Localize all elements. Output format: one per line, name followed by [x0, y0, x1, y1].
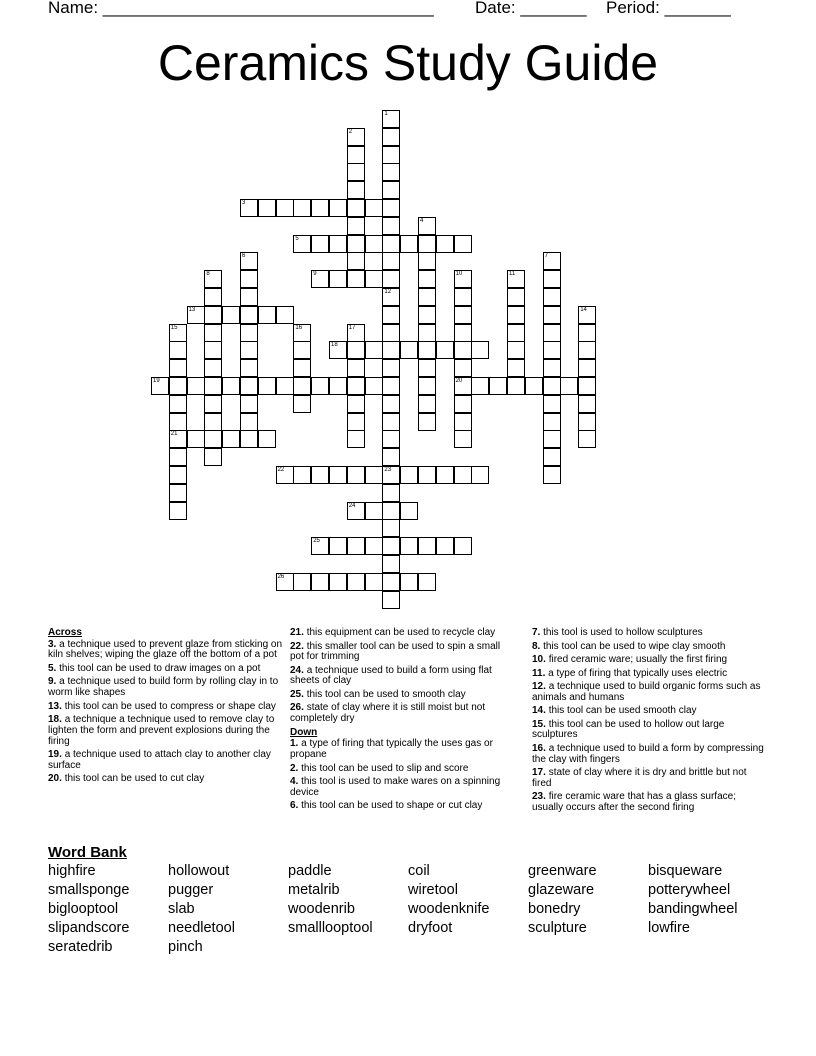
grid-cell[interactable]	[204, 377, 222, 395]
clue-down: 12. a technique used to build organic forms such as animals and humans	[532, 681, 761, 703]
grid-cell[interactable]	[382, 555, 400, 573]
grid-cell[interactable]	[400, 537, 418, 555]
grid-cell[interactable]	[454, 341, 472, 359]
grid-cell[interactable]	[418, 252, 436, 270]
grid-cell[interactable]	[400, 466, 418, 484]
grid-cell[interactable]	[329, 199, 347, 217]
grid-cell[interactable]	[382, 573, 400, 591]
grid-cell[interactable]	[240, 341, 258, 359]
grid-cell[interactable]	[365, 573, 383, 591]
grid-cell[interactable]	[418, 341, 436, 359]
grid-cell[interactable]	[329, 377, 347, 395]
grid-cell[interactable]	[507, 270, 525, 288]
grid-cell[interactable]	[418, 359, 436, 377]
grid-cell[interactable]	[382, 252, 400, 270]
grid-cell[interactable]	[382, 324, 400, 342]
grid-cell[interactable]	[329, 235, 347, 253]
grid-number: 1	[384, 111, 388, 117]
clue-down: 1. a type of firing that typically the uses gas or propane	[290, 738, 493, 761]
grid-cell[interactable]	[418, 466, 436, 484]
word-bank-item: biglooptool	[48, 901, 119, 917]
grid-cell[interactable]	[347, 359, 365, 377]
grid-cell[interactable]	[169, 377, 187, 395]
word-bank-item: greenware	[528, 863, 597, 879]
grid-cell[interactable]	[578, 413, 596, 431]
grid-cell[interactable]	[187, 430, 205, 448]
grid-cell[interactable]	[222, 306, 240, 324]
grid-cell[interactable]	[365, 341, 383, 359]
grid-cell[interactable]	[258, 199, 276, 217]
grid-cell[interactable]	[329, 341, 347, 359]
grid-cell[interactable]	[311, 466, 329, 484]
grid-cell[interactable]	[240, 395, 258, 413]
grid-number: 12	[384, 289, 392, 295]
grid-cell[interactable]	[454, 430, 472, 448]
grid-cell[interactable]	[204, 270, 222, 288]
grid-cell[interactable]	[578, 306, 596, 324]
grid-cell[interactable]	[240, 270, 258, 288]
grid-number: 20	[455, 378, 463, 384]
grid-number: 25	[313, 538, 320, 545]
word-bank-item: smalllooptool	[288, 920, 373, 936]
grid-cell[interactable]	[382, 341, 400, 359]
clue-across: 19. a technique used to attach clay to another clay surface	[48, 749, 271, 771]
word-bank-item: pinch	[168, 939, 203, 955]
grid-cell[interactable]	[365, 466, 383, 484]
grid-cell[interactable]	[169, 448, 187, 466]
grid-cell[interactable]	[311, 573, 329, 591]
clue-across: 21. this equipment can be used to recycle clay	[290, 627, 496, 638]
clue-down: 11. a type of firing that typically uses electric	[532, 667, 728, 679]
grid-cell[interactable]	[543, 377, 561, 395]
grid-number: 10	[455, 271, 463, 278]
grid-number: 23	[384, 467, 392, 473]
grid-cell[interactable]	[471, 341, 489, 359]
grid-number: 14	[580, 306, 587, 313]
date-field[interactable]: Date: _______	[475, 0, 587, 17]
grid-cell[interactable]	[382, 217, 400, 235]
grid-cell[interactable]	[347, 537, 365, 555]
grid-cell[interactable]	[204, 324, 222, 342]
grid-cell[interactable]	[204, 288, 222, 306]
grid-number: 21	[170, 431, 178, 438]
grid-cell[interactable]	[240, 199, 258, 217]
grid-cell[interactable]	[151, 377, 169, 395]
grid-cell[interactable]	[382, 146, 400, 164]
word-bank-item: woodenrib	[288, 901, 355, 917]
grid-cell[interactable]	[347, 573, 365, 591]
grid-cell[interactable]	[578, 359, 596, 377]
clue-across: 18. a technique a technique used to remove clay to lighten the form and prevent explosions during the firing	[48, 714, 275, 747]
page-title: Ceramics Study Guide	[157, 35, 659, 91]
grid-cell[interactable]	[418, 377, 436, 395]
word-bank-item: woodenknife	[408, 901, 490, 917]
grid-cell[interactable]	[187, 377, 205, 395]
grid-cell[interactable]	[240, 306, 258, 324]
grid-cell[interactable]	[204, 341, 222, 359]
grid-cell[interactable]	[454, 466, 472, 484]
grid-cell[interactable]	[382, 235, 400, 253]
word-bank-item: highfire	[48, 863, 96, 879]
word-bank-title: Word Bank	[48, 844, 127, 861]
grid-cell[interactable]	[240, 288, 258, 306]
word-bank-item: pugger	[168, 882, 214, 898]
grid-cell[interactable]	[365, 537, 383, 555]
grid-cell[interactable]	[311, 235, 329, 253]
grid-cell[interactable]	[578, 341, 596, 359]
grid-cell[interactable]	[454, 306, 472, 324]
grid-cell[interactable]	[347, 395, 365, 413]
grid-cell[interactable]	[276, 466, 294, 484]
grid-cell[interactable]	[454, 359, 472, 377]
clue-down: 23. fire ceramic ware that has a glass surface; usually occurs after the second firing	[532, 791, 736, 814]
grid-cell[interactable]	[382, 199, 400, 217]
grid-cell[interactable]	[382, 448, 400, 466]
grid-number: 26	[277, 573, 285, 580]
grid-cell[interactable]	[169, 359, 187, 377]
clue-across: 20. this tool can be used to cut clay	[48, 773, 205, 785]
down-heading: Down	[290, 726, 318, 738]
grid-number: 3	[242, 200, 246, 206]
grid-cell[interactable]	[543, 288, 561, 306]
grid-cell[interactable]	[347, 430, 365, 448]
grid-cell[interactable]	[204, 359, 222, 377]
word-bank-item: wiretool	[408, 882, 458, 898]
grid-cell[interactable]	[169, 324, 187, 342]
grid-cell[interactable]	[454, 413, 472, 431]
grid-cell[interactable]	[240, 377, 258, 395]
grid-number: 2	[348, 128, 353, 135]
grid-cell[interactable]	[293, 573, 311, 591]
grid-cell[interactable]	[240, 324, 258, 342]
grid-cell[interactable]	[347, 413, 365, 431]
grid-cell[interactable]	[365, 377, 383, 395]
grid-cell[interactable]	[543, 466, 561, 484]
grid-cell[interactable]	[347, 377, 365, 395]
grid-cell[interactable]	[454, 324, 472, 342]
word-bank-item: slipandscore	[48, 920, 130, 936]
grid-cell[interactable]	[578, 377, 596, 395]
grid-number: 8	[206, 271, 210, 278]
clue-across: 5. this tool can be used to draw images on a pot	[48, 662, 261, 674]
grid-cell[interactable]	[169, 395, 187, 413]
grid-cell[interactable]	[240, 430, 258, 448]
grid-cell[interactable]	[382, 377, 400, 395]
grid-cell[interactable]	[382, 466, 400, 484]
grid-cell[interactable]	[169, 484, 187, 502]
grid-cell[interactable]	[400, 502, 418, 520]
clue-down: 14. this tool can be used smooth clay	[532, 705, 697, 717]
grid-cell[interactable]	[471, 466, 489, 484]
grid-cell[interactable]	[454, 537, 472, 555]
word-bank-item: coil	[408, 863, 430, 879]
grid-cell[interactable]	[507, 324, 525, 342]
grid-cell[interactable]	[311, 537, 329, 555]
grid-cell[interactable]	[543, 252, 561, 270]
grid-cell[interactable]	[293, 466, 311, 484]
word-bank-item: bandingwheel	[648, 901, 738, 917]
grid-cell[interactable]	[507, 288, 525, 306]
grid-cell[interactable]	[382, 359, 400, 377]
word-bank-item: lowfire	[648, 920, 690, 936]
grid-cell[interactable]	[454, 395, 472, 413]
grid-number: 5	[295, 235, 299, 242]
grid-cell[interactable]	[543, 430, 561, 448]
grid-cell[interactable]	[454, 270, 472, 288]
grid-cell[interactable]	[169, 466, 187, 484]
grid-cell[interactable]	[347, 199, 365, 217]
grid-cell[interactable]	[507, 359, 525, 377]
grid-cell[interactable]	[204, 413, 222, 431]
grid-cell[interactable]	[293, 359, 311, 377]
grid-cell[interactable]	[204, 448, 222, 466]
grid-cell[interactable]	[347, 181, 365, 199]
grid-cell[interactable]	[347, 466, 365, 484]
clue-across: 25. this tool can be used to smooth clay	[290, 688, 466, 700]
grid-cell[interactable]	[382, 484, 400, 502]
grid-cell[interactable]	[507, 377, 525, 395]
grid-cell[interactable]	[543, 395, 561, 413]
grid-cell[interactable]	[400, 235, 418, 253]
grid-cell[interactable]	[276, 199, 294, 217]
grid-number: 18	[331, 342, 338, 349]
grid-cell[interactable]	[222, 377, 240, 395]
clue-down: 10. fired ceramic ware; usually the first firing	[532, 654, 728, 665]
across-heading: Across	[48, 627, 82, 638]
grid-cell[interactable]	[258, 377, 276, 395]
grid-cell[interactable]	[258, 306, 276, 324]
clue-down: 17. state of clay where it is dry and brittle but not fired	[532, 767, 747, 789]
grid-cell[interactable]	[365, 235, 383, 253]
grid-cell[interactable]	[454, 235, 472, 253]
grid-number: 19	[153, 378, 160, 384]
grid-number: 7	[544, 253, 548, 260]
grid-cell[interactable]	[311, 270, 329, 288]
grid-cell[interactable]	[204, 395, 222, 413]
clue-across: 22. this smaller tool can be used to spin a small pot for trimming	[290, 640, 501, 663]
word-bank-item: paddle	[288, 863, 332, 879]
grid-cell[interactable]	[347, 270, 365, 288]
grid-cell[interactable]	[169, 341, 187, 359]
grid-cell[interactable]	[382, 430, 400, 448]
grid-cell[interactable]	[187, 306, 205, 324]
grid-cell[interactable]	[293, 199, 311, 217]
grid-cell[interactable]	[240, 359, 258, 377]
word-bank-item: smallsponge	[48, 882, 130, 898]
word-bank-item: dryfoot	[408, 920, 453, 936]
grid-number: 11	[509, 271, 516, 278]
clues-col-1	[48, 628, 284, 788]
grid-number: 13	[188, 306, 196, 313]
grid-number: 17	[348, 324, 356, 331]
clue-down: 7. this tool is used to hollow sculptures	[532, 627, 703, 638]
grid-cell[interactable]	[418, 235, 436, 253]
grid-cell[interactable]	[240, 252, 258, 270]
word-bank-item: seratedrib	[48, 939, 113, 955]
grid-cell[interactable]	[347, 217, 365, 235]
clue-down: 8. this tool can be used to wipe clay smooth	[532, 640, 726, 652]
grid-cell[interactable]	[347, 128, 365, 146]
grid-cell[interactable]	[578, 430, 596, 448]
word-bank-item: metalrib	[288, 882, 340, 898]
grid-cell[interactable]	[578, 395, 596, 413]
grid-cell[interactable]	[169, 413, 187, 431]
clue-across: 3. a technique used to prevent glaze from sticking on kiln shelves; wiping the glaze off the bottom of a pot	[48, 638, 283, 661]
grid-cell[interactable]	[347, 252, 365, 270]
grid-cell[interactable]	[525, 377, 543, 395]
grid-cell[interactable]	[276, 377, 294, 395]
grid-cell[interactable]	[204, 430, 222, 448]
grid-cell[interactable]	[543, 448, 561, 466]
clue-down: 6. this tool can be used to shape or cut clay	[290, 800, 483, 812]
grid-cell[interactable]	[365, 270, 383, 288]
grid-cell[interactable]	[507, 306, 525, 324]
grid-cell[interactable]	[543, 413, 561, 431]
grid-number: 24	[348, 502, 356, 509]
grid-cell[interactable]	[169, 430, 187, 448]
clue-down: 4. this tool is used to make wares on a spinning device	[290, 776, 501, 798]
grid-cell[interactable]	[382, 128, 400, 146]
grid-cell[interactable]	[382, 270, 400, 288]
grid-cell[interactable]	[382, 502, 400, 520]
grid-cell[interactable]	[436, 537, 454, 555]
word-bank-item: bonedry	[528, 901, 581, 917]
grid-number: 16	[295, 324, 303, 331]
clues-col-2	[290, 628, 516, 815]
grid-cell[interactable]	[436, 466, 454, 484]
grid-cell[interactable]	[293, 324, 311, 342]
word-bank-item: sculpture	[528, 920, 587, 936]
grid-cell[interactable]	[400, 341, 418, 359]
grid-cell[interactable]	[418, 270, 436, 288]
grid-cell[interactable]	[276, 573, 294, 591]
grid-cell[interactable]	[543, 270, 561, 288]
period-field[interactable]: Period: _______	[606, 0, 731, 17]
grid-number: 6	[242, 253, 246, 260]
grid-cell[interactable]	[382, 181, 400, 199]
grid-cell[interactable]	[418, 395, 436, 413]
grid-cell[interactable]	[418, 537, 436, 555]
clues-col-3	[532, 628, 768, 817]
clue-across: 26. state of clay where it is still moist but not completely dry	[290, 702, 486, 725]
grid-cell[interactable]	[418, 288, 436, 306]
clue-down: 15. this tool can be used to hollow out large sculptures	[532, 718, 725, 741]
grid-cell[interactable]	[382, 591, 400, 609]
grid-cell[interactable]	[400, 573, 418, 591]
grid-cell[interactable]	[418, 217, 436, 235]
grid-cell[interactable]	[240, 413, 258, 431]
clue-across: 13. this tool can be used to compress or shape clay	[48, 700, 276, 712]
grid-cell[interactable]	[382, 395, 400, 413]
grid-cell[interactable]	[365, 502, 383, 520]
grid-number: 15	[170, 324, 178, 331]
grid-cell[interactable]	[382, 306, 400, 324]
grid-cell[interactable]	[329, 270, 347, 288]
name-field[interactable]: Name: ___________________________________	[48, 0, 434, 17]
grid-cell[interactable]	[507, 341, 525, 359]
clue-across: 24. a technique used to build a form using flat sheets of clay	[290, 664, 492, 687]
grid-cell[interactable]	[436, 341, 454, 359]
word-bank-item: needletool	[168, 920, 235, 936]
grid-cell[interactable]	[222, 430, 240, 448]
word-bank-item: bisqueware	[648, 863, 723, 879]
grid-cell[interactable]	[418, 324, 436, 342]
grid-number: 22	[277, 467, 285, 473]
word-bank-item: potterywheel	[648, 882, 731, 898]
grid-cell[interactable]	[418, 306, 436, 324]
grid-cell[interactable]	[382, 163, 400, 181]
grid-cell[interactable]	[204, 306, 222, 324]
grid-cell[interactable]	[543, 306, 561, 324]
clue-down: 16. a technique used to build a form by compressing the clay with fingers	[532, 742, 764, 765]
grid-cell[interactable]	[347, 341, 365, 359]
grid-cell[interactable]	[418, 573, 436, 591]
grid-cell[interactable]	[382, 413, 400, 431]
word-bank-item: glazeware	[528, 882, 595, 898]
grid-number: 9	[313, 271, 317, 278]
grid-cell[interactable]	[169, 502, 187, 520]
grid-cell[interactable]	[293, 395, 311, 413]
grid-cell[interactable]	[293, 377, 311, 395]
grid-cell[interactable]	[471, 377, 489, 395]
grid-cell[interactable]	[543, 359, 561, 377]
grid-cell[interactable]	[293, 341, 311, 359]
grid-cell[interactable]	[454, 288, 472, 306]
grid-cell[interactable]	[347, 502, 365, 520]
grid-cell[interactable]	[293, 235, 311, 253]
grid-cell[interactable]	[578, 324, 596, 342]
grid-number: 4	[420, 217, 424, 224]
grid-cell[interactable]	[347, 163, 365, 181]
clue-across: 9. a technique used to build form by rolling clay in to worm like shapes	[48, 676, 279, 699]
grid-cell[interactable]	[365, 199, 383, 217]
grid-cell[interactable]	[560, 377, 578, 395]
grid-cell[interactable]	[329, 573, 347, 591]
grid-cell[interactable]	[347, 235, 365, 253]
grid-cell[interactable]	[543, 341, 561, 359]
grid-cell[interactable]	[382, 519, 400, 537]
grid-cell[interactable]	[489, 377, 507, 395]
word-bank-item: slab	[168, 901, 195, 917]
grid-cell[interactable]	[382, 110, 400, 128]
grid-cell[interactable]	[276, 306, 294, 324]
grid-cell[interactable]	[382, 288, 400, 306]
grid-cell[interactable]	[454, 377, 472, 395]
clue-down: 2. this tool can be used to slip and score	[290, 762, 469, 774]
grid-cell[interactable]	[543, 324, 561, 342]
grid-cell[interactable]	[347, 324, 365, 342]
word-bank-item: hollowout	[168, 863, 230, 879]
grid-cell[interactable]	[311, 199, 329, 217]
grid-cell[interactable]	[382, 537, 400, 555]
grid-cell[interactable]	[329, 537, 347, 555]
grid-cell[interactable]	[418, 413, 436, 431]
grid-cell[interactable]	[347, 146, 365, 164]
grid-cell[interactable]	[258, 430, 276, 448]
grid-cell[interactable]	[311, 377, 329, 395]
grid-cell[interactable]	[436, 235, 454, 253]
grid-cell[interactable]	[329, 466, 347, 484]
